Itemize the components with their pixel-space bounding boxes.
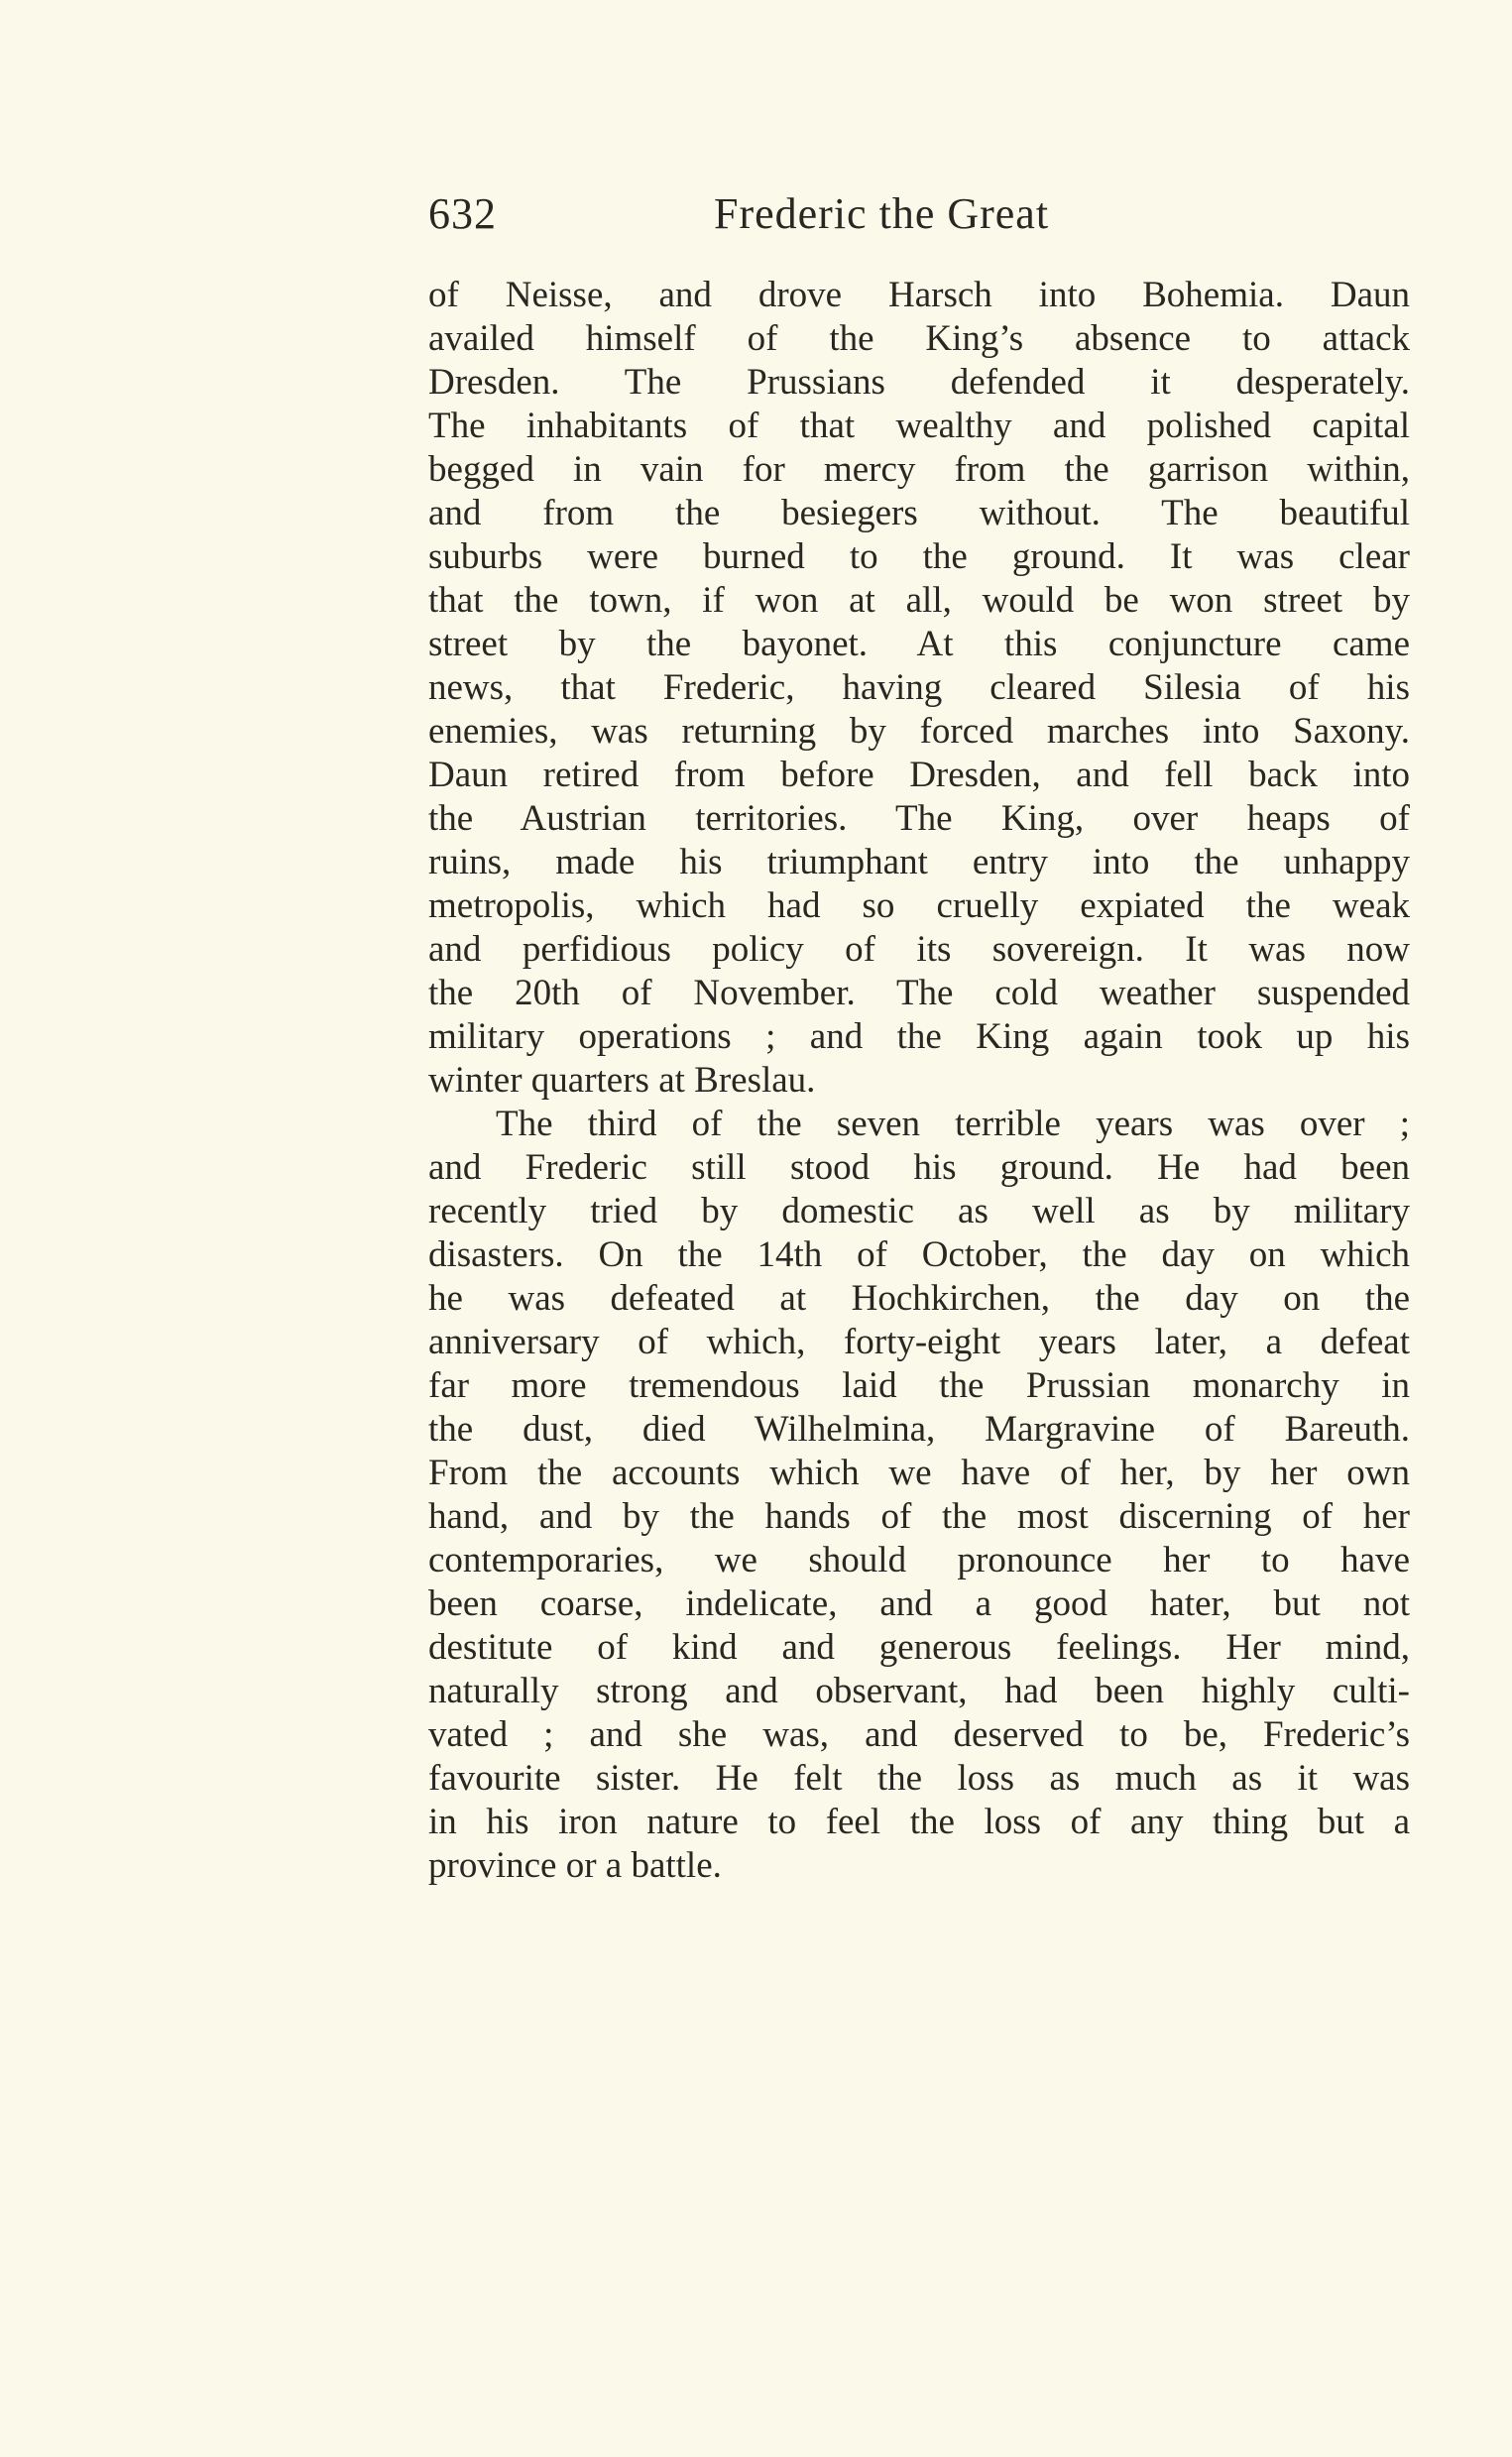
text-line: vated ; and she was, and deserved to be, Frederic’s <box>428 1714 1410 1755</box>
text-line: he was defeated at Hochkirchen, the day on the <box>428 1278 1410 1319</box>
body-text <box>428 274 1410 1888</box>
text-line: province or a battle. <box>428 1845 722 1886</box>
text-line: the Austrian territories. The King, over heaps of <box>428 798 1410 839</box>
running-head <box>428 188 1410 248</box>
text-line: contemporaries, we should pronounce her to have <box>428 1540 1410 1580</box>
text-line: news, that Frederic, having cleared Silesia of his <box>428 667 1410 708</box>
text-line: the dust, died Wilhelmina, Margravine of Bareuth. <box>428 1409 1410 1450</box>
text-line: From the accounts which we have of her, by her own <box>428 1453 1410 1493</box>
text-line: recently tried by domestic as well as by military <box>428 1191 1410 1231</box>
text-line: The inhabitants of that wealthy and polished capital <box>428 406 1410 446</box>
text-line: street by the bayonet. At this conjuncture came <box>428 624 1410 664</box>
text-line: The third of the seven terrible years was over ; <box>496 1104 1410 1144</box>
text-line: far more tremendous laid the Prussian monarchy in <box>428 1365 1410 1406</box>
text-line: suburbs were burned to the ground. It was clear <box>428 536 1410 577</box>
running-title: Frederic the Great <box>714 189 1050 238</box>
text-line: naturally strong and observant, had been highly culti- <box>428 1671 1410 1711</box>
text-line: Dresden. The Prussians defended it desperately. <box>428 362 1410 403</box>
text-line: disasters. On the 14th of October, the day on which <box>428 1234 1410 1275</box>
text-line: been coarse, indelicate, and a good hater, but not <box>428 1583 1410 1624</box>
text-line: in his iron nature to feel the loss of any thing but a <box>428 1802 1410 1842</box>
text-line: military operations ; and the King again took up his <box>428 1016 1410 1057</box>
text-line: metropolis, which had so cruelly expiated the weak <box>428 885 1410 926</box>
text-line: and Frederic still stood his ground. He had been <box>428 1147 1410 1188</box>
page-number: 632 <box>428 189 497 238</box>
text-line: and perfidious policy of its sovereign. It was now <box>428 929 1410 970</box>
text-line: destitute of kind and generous feelings. Her mind, <box>428 1627 1410 1668</box>
text-line: favourite sister. He felt the loss as much as it was <box>428 1758 1410 1799</box>
text-line: begged in vain for mercy from the garrison within, <box>428 449 1410 490</box>
text-line: anniversary of which, forty-eight years later, a defeat <box>428 1322 1410 1362</box>
text-line: that the town, if won at all, would be won street by <box>428 580 1410 621</box>
text-line: winter quarters at Breslau. <box>428 1060 816 1101</box>
text-line: availed himself of the King’s absence to attack <box>428 318 1410 359</box>
text-line: hand, and by the hands of the most discerning of her <box>428 1496 1410 1537</box>
text-line: of Neisse, and drove Harsch into Bohemia. Daun <box>428 275 1410 315</box>
text-line: and from the besiegers without. The beautiful <box>428 493 1410 533</box>
text-line: enemies, was returning by forced marches into Saxony. <box>428 711 1410 752</box>
text-line: ruins, made his triumphant entry into the unhappy <box>428 842 1410 882</box>
text-line: the 20th of November. The cold weather suspended <box>428 973 1410 1013</box>
text-line: Daun retired from before Dresden, and fell back into <box>428 755 1410 795</box>
